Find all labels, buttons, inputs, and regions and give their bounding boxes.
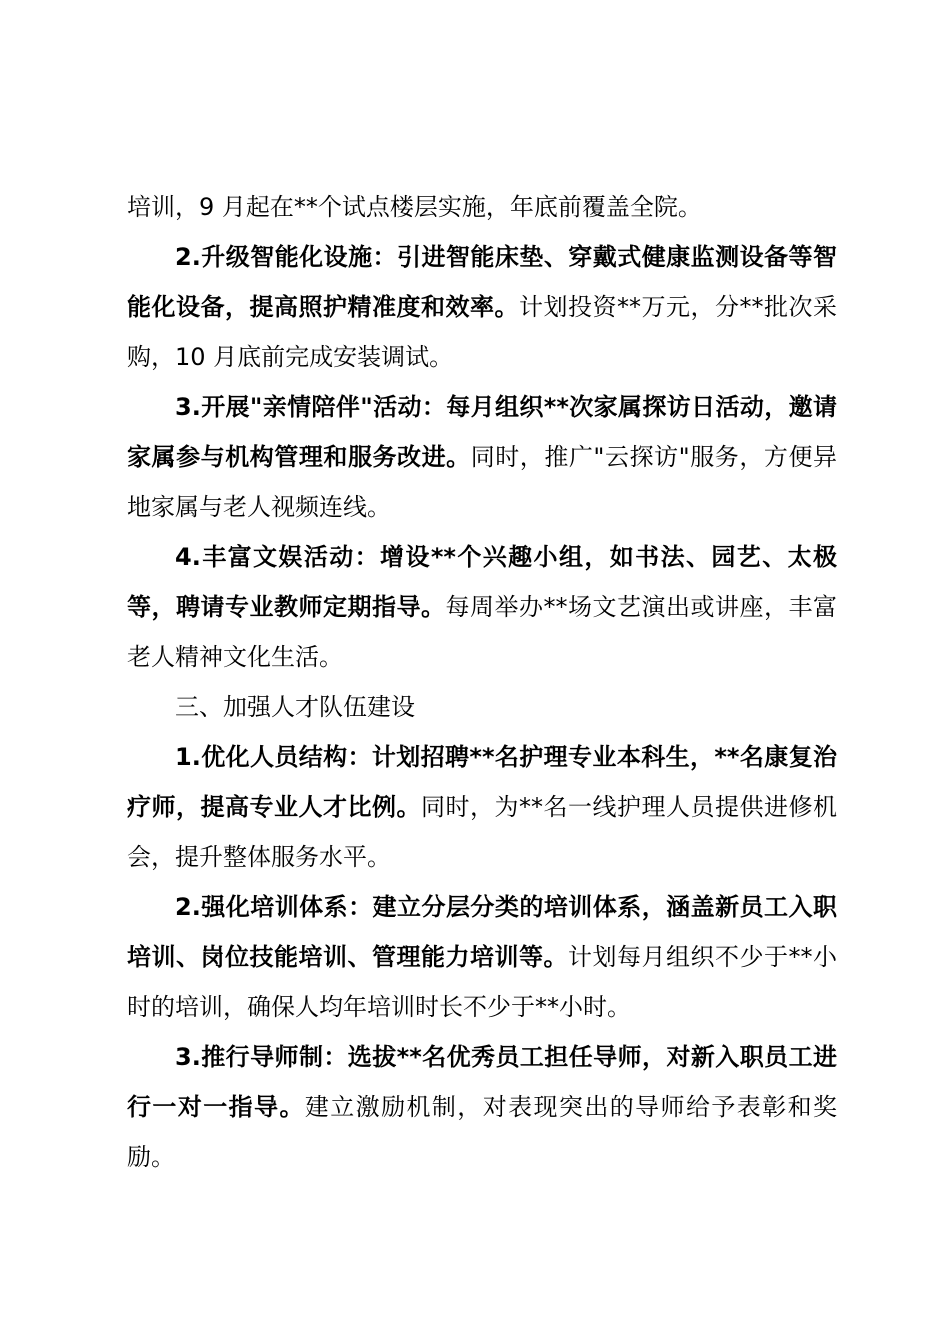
paragraph-training-system xyxy=(127,882,837,1032)
paragraph-continuation xyxy=(127,182,837,232)
paragraph-smart-facilities xyxy=(127,232,837,382)
paragraph-bold-lead: 4.丰富文娱活动：增设**个兴趣小组，如书法、园艺、太极等，聘请专业教师定期指导。 xyxy=(127,543,837,621)
paragraph-text: 计划每月组织不少于**小时的培训，确保人均年培训时长不少于**小时。 xyxy=(127,943,837,1021)
paragraph-text: 每周举办**场文艺演出或讲座，丰富老人精神文化生活。 xyxy=(127,593,837,671)
paragraph-bold-lead: 1.优化人员结构：计划招聘**名护理专业本科生，**名康复治疗师，提高专业人才比例。 xyxy=(127,743,837,821)
paragraph-staff-structure xyxy=(127,732,837,882)
paragraph-text: 计划投资**万元，分**批次采购，10 月底前完成安装调试。 xyxy=(127,293,837,371)
paragraph-text: 同时，为**名一线护理人员提供进修机会，提升整体服务水平。 xyxy=(127,793,837,871)
paragraph-bold-lead: 2.强化培训体系：建立分层分类的培训体系，涵盖新员工入职培训、岗位技能培训、管理能力培训等。 xyxy=(127,893,837,971)
document-page xyxy=(127,182,837,1182)
paragraph-mentor-system xyxy=(127,1032,837,1182)
paragraph-bold-lead: 3.推行导师制：选拔**名优秀员工担任导师，对新入职员工进行一对一指导。 xyxy=(127,1043,837,1121)
paragraph-text: 同时，推广"云探访"服务，方便异地家属与老人视频连线。 xyxy=(127,443,838,521)
paragraph-family-companion xyxy=(127,382,837,532)
paragraph-bold-lead: 3.开展"亲情陪伴"活动：每月组织**次家属探访日活动，邀请家属参与机构管理和服务改进。 xyxy=(127,393,837,471)
paragraph-text: 建立激励机制，对表现突出的导师给予表彰和奖励。 xyxy=(127,1093,838,1171)
paragraph-recreation xyxy=(127,532,837,682)
paragraph-text: 培训，9 月起在**个试点楼层实施，年底前覆盖全院。 xyxy=(127,193,702,221)
section-heading: 三、加强人才队伍建设 xyxy=(175,693,415,721)
paragraph-bold-lead: 2.升级智能化设施：引进智能床垫、穿戴式健康监测设备等智能化设备，提高照护精准度和效率。 xyxy=(127,243,837,321)
